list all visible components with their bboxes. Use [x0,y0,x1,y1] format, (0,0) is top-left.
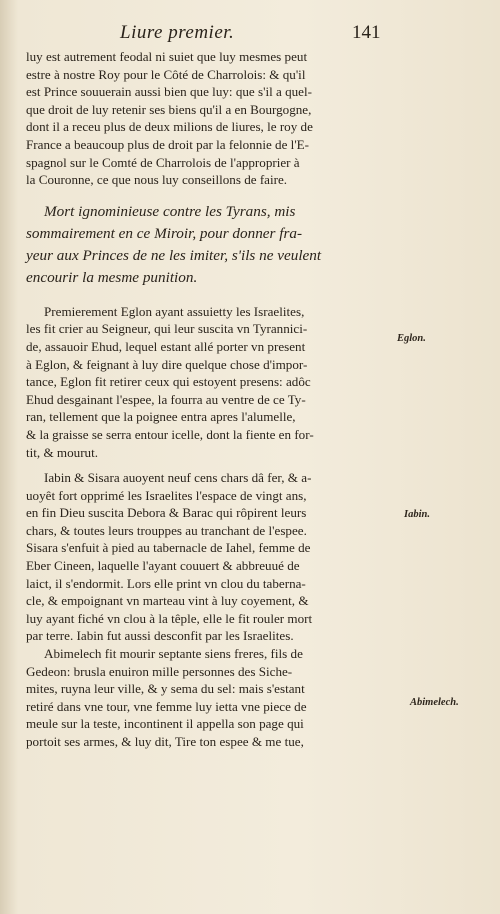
text-line: retiré dans vne tour, vne femme luy ietta vne piece de [26,698,307,714]
text-line: Eber Cineen, laquelle l'ayant couuert & abbreuué de [26,558,300,574]
section-heading [26,201,391,289]
text-line: luy est autrement feodal ni suiet que luy mesmes peut [26,49,308,64]
heading-line: sommairement en ce Miroir, pour donner fra- [26,224,303,242]
text-line: Gedeon: brusla enuiron mille personnes des Siche- [26,663,293,679]
text-line: Abimelech fit mourir septante siens freres, fils de [44,646,303,662]
heading-line: encourir la mesme punition. [26,268,198,286]
text-line: Iabin & Sisara auoyent neuf cens chars dâ fer, & a- [44,470,312,486]
body-text [26,48,391,751]
text-line: à Eglon, & feignant à luy dire quelque chose d'impor- [26,356,308,372]
heading-line: yeur aux Princes de ne les imiter, s'ils ne veulent [26,246,322,264]
text-line: cle, & empoignant vn marteau vint à luy coyement, & [26,593,309,609]
text-line: dont il a receu plus de deux milions de liures, le roy de [26,119,313,135]
text-line: Ehud desgainant l'espee, la fourra au ventre de ce Ty- [26,391,306,407]
text-line: mites, ruyna leur ville, & y sema du sel: mais s'estant [26,681,305,697]
text-line: par terre. Iabin fut aussi desconfit par les Israelites. [26,628,294,644]
text-line: uoyêt fort opprimé les Israelites l'espace de vingt ans, [26,487,307,503]
text-line: ran, tellement que la poignee entra apres l'alumelle, [26,409,296,425]
paragraph-abimelech [26,645,391,751]
margin-note-iabin: Iabin. [404,509,430,520]
running-title: Liure premier. [120,22,235,43]
paragraph-eglon [26,303,391,461]
heading-line: Mort ignominieuse contre les Tyrans, mis [44,202,296,220]
text-line: luy ayant fiché vn clou à la têple, elle le fit rouler mort [26,610,313,626]
page-number: 141 [352,22,381,43]
paragraph-iabin [26,469,391,645]
text-line: meule sur la teste, incontinent il appella son page qui [26,716,304,732]
opening-paragraph [26,48,391,189]
text-line: que droit de luy retenir ses biens qu'il a en Bourgogne, [26,101,312,117]
text-line: tit, & mourut. [26,444,99,460]
margin-note-abimelech: Abimelech. [410,697,459,708]
text-line: estre à nostre Roy pour le Côté de Charrolois: & qu'il [26,66,306,82]
text-line: Premierement Eglon ayant assuietty les Israelites, [44,303,305,319]
text-line: tance, Eglon fit retirer ceux qui estoyent presens: adôc [26,374,311,390]
text-line: laict, il s'endormit. Lors elle print vn clou du taberna- [26,575,306,591]
text-line: les fit crier au Seigneur, qui leur suscita vn Tyrannici- [26,321,308,337]
text-line: chars, & toutes leurs trouppes au tranchant de l'espee. [26,522,307,538]
text-line: portoit ses armes, & luy dit, Tire ton espee & me tue, [26,734,304,749]
text-line: spagnol sur le Comté de Charrolois de l'approprier à [26,154,300,170]
text-line: France a beaucoup plus de droit par la felonnie de l'E- [26,136,310,152]
text-line: de, assauoir Ehud, lequel estant allé porter vn present [26,338,306,354]
text-line: est Prince souuerain aussi bien que luy: que s'il a quel- [26,84,312,100]
page-header [0,22,500,48]
text-line: la Couronne, ce que nous luy conseillons de faire. [26,172,288,188]
margin-note-eglon: Eglon. [397,333,426,344]
text-line: & la graisse se serra entour icelle, dont la fiente en for- [26,426,314,442]
text-line: Sisara s'enfuit à pied au tabernacle de Iahel, femme de [26,540,311,556]
text-line: en fin Dieu suscita Debora & Barac qui rôpirent leurs [26,505,307,521]
